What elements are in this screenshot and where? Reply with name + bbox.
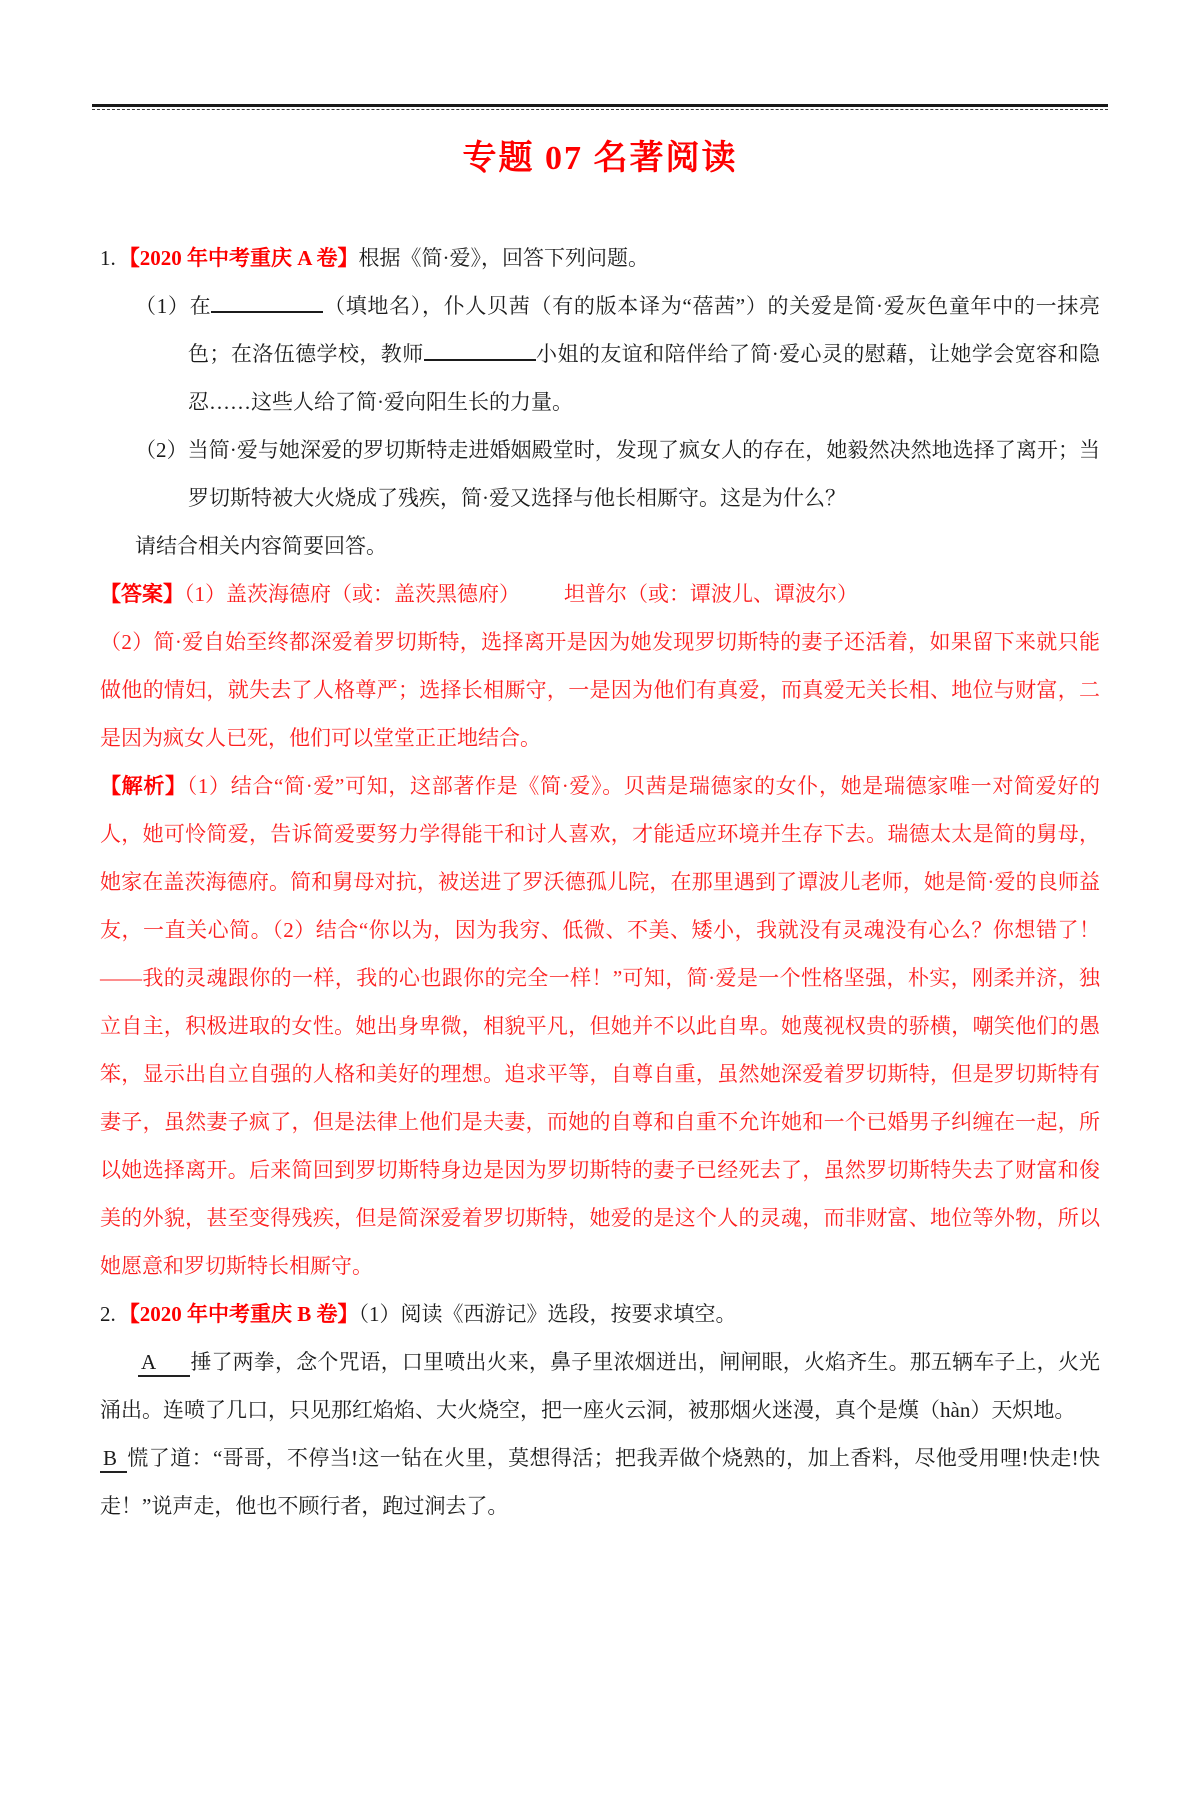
q2-excerpt-a — [100, 1338, 1100, 1434]
question-intro: （1）阅读《西游记》选段，按要求填空。 — [358, 1302, 737, 1326]
answer-part1-second: 坦普尔（或：谭波儿、谭波尔） — [564, 582, 858, 606]
fill-blank-place — [211, 306, 323, 313]
q2-header — [100, 1290, 1100, 1338]
part-label: （2） — [135, 438, 188, 462]
fill-blank-a — [138, 1350, 190, 1377]
excerpt-b-text: 慌了道：“哥哥，不停当!这一钻在火里，莫想得活；把我弄做个烧熟的，加上香料，尽他受用哩!快走!快走！”说声走，他也不顾行者，跑过涧去了。 — [100, 1446, 1100, 1518]
answer-part1: （1）盖茨海德府（或：盖茨黑德府） — [184, 582, 520, 606]
question-number: 1. — [100, 246, 116, 270]
excerpt-a-text: 捶了两拳，念个咒语，口里喷出火来，鼻子里浓烟迸出，闸闸眼，火焰齐生。那五辆车子上，火光涌出。连喷了几口，只见那红焰焰、大火烧空，把一座火云洞，被那烟火迷漫，真个是熯（hàn）天炽地。 — [100, 1350, 1100, 1422]
part2-text: 当简·爱与她深爱的罗切斯特走进婚姻殿堂时，发现了疯女人的存在，她毅然决然地选择了离开；当罗切斯特被大火烧成了残疾，简·爱又选择与他长相厮守。这是为什么？ — [187, 438, 1100, 510]
exam-source-tag: 【2020 年中考重庆 A 卷】 — [118, 246, 359, 270]
part1-text-3: 小姐的友谊和陪伴给了简·爱心灵的慰藉，让她学会宽容和隐忍……这些人给了简·爱向阳生长的力量。 — [188, 342, 1100, 414]
fill-blank-teacher — [424, 354, 536, 361]
q1-part1 — [100, 282, 1100, 426]
exam-source-tag: 【2020 年中考重庆 B 卷】 — [118, 1302, 359, 1326]
question-number: 2. — [100, 1302, 116, 1326]
q1-analysis — [100, 762, 1100, 1290]
blank-label-a: A — [141, 1350, 157, 1374]
q1-answer-part2: （2）简·爱自始至终都深爱着罗切斯特，选择离开是因为她发现罗切斯特的妻子还活着，如果留下来就只能做他的情妇，就失去了人格尊严；选择长相厮守，一是因为他们有真爱，而真爱无关长相、地位与财富，二是因为疯女人已死，他们可以堂堂正正地结合。 — [100, 630, 1100, 750]
analysis-text: （1）结合“简·爱”可知，这部著作是《简·爱》。贝茜是瑞德家的女仆，她是瑞德家唯一对简爱好的人，她可怜简爱，告诉简爱要努力学得能干和讨人喜欢，才能适应环境并生存下去。瑞德太太是简的舅母，她家在盖茨海德府。简和舅母对抗，被送进了罗沃德孤儿院，在那里遇到了谭波儿老师，她是简·爱的良师益友，一直关心简。（2）结合“你以为，因为我穷、低微、不美、矮小，我就没有灵魂没有心么？你想错了！——我的灵魂跟你的一样，我的心也跟你的完全一样！”可知，简·爱是一个性格坚强，朴实，刚柔并济，独立自主，积极进取的女性。她出身卑微，相貌平凡，但她并不以此自卑。她蔑视权贵的骄横，嘲笑他们的愚笨，显示出自立自强的人格和美好的理想。追求平等，自尊自重，虽然她深爱着罗切斯特，但是罗切斯特有妻子，虽然妻子疯了，但是法律上他们是夫妻，而她的自尊和自重不允许她和一个已婚男子纠缠在一起，所以她选择离开。后来简回到罗切斯特身边是因为罗切斯特的妻子已经死去了，虽然罗切斯特失去了财富和俊美的外貌，甚至变得残疾，但是简深爱着罗切斯特，她爱的是这个人的灵魂，而非财富、地位等外物，所以她愿意和罗切斯特长相厮守。 — [100, 774, 1101, 1278]
answer-head: 【答案】 — [100, 582, 184, 606]
document-body — [100, 234, 1100, 1530]
question-intro: 根据《简·爱》，回答下列问题。 — [358, 246, 650, 270]
q2-excerpt-b — [100, 1434, 1100, 1530]
header-rule — [92, 104, 1108, 110]
q1-header — [100, 234, 1100, 282]
q1-part2 — [100, 426, 1100, 522]
part1-text-1: 在 — [189, 294, 212, 318]
fill-blank-b — [100, 1446, 127, 1473]
part1-text-2: （填地名），仆人贝茜（有的版本译为“蓓茜”）的关爱是简·爱灰色童年中的一抹亮色；在洛伍德学校，教师 — [188, 294, 1101, 366]
blank-label-b: B — [103, 1446, 118, 1470]
q1-answer-line — [100, 570, 1100, 618]
q1-note: 请结合相关内容简要回答。 — [135, 534, 387, 558]
part-label: （1） — [135, 294, 190, 318]
analysis-head: 【解析】 — [100, 774, 187, 798]
page-title: 专题 07 名著阅读 — [462, 140, 738, 177]
document-page — [0, 104, 1200, 1802]
